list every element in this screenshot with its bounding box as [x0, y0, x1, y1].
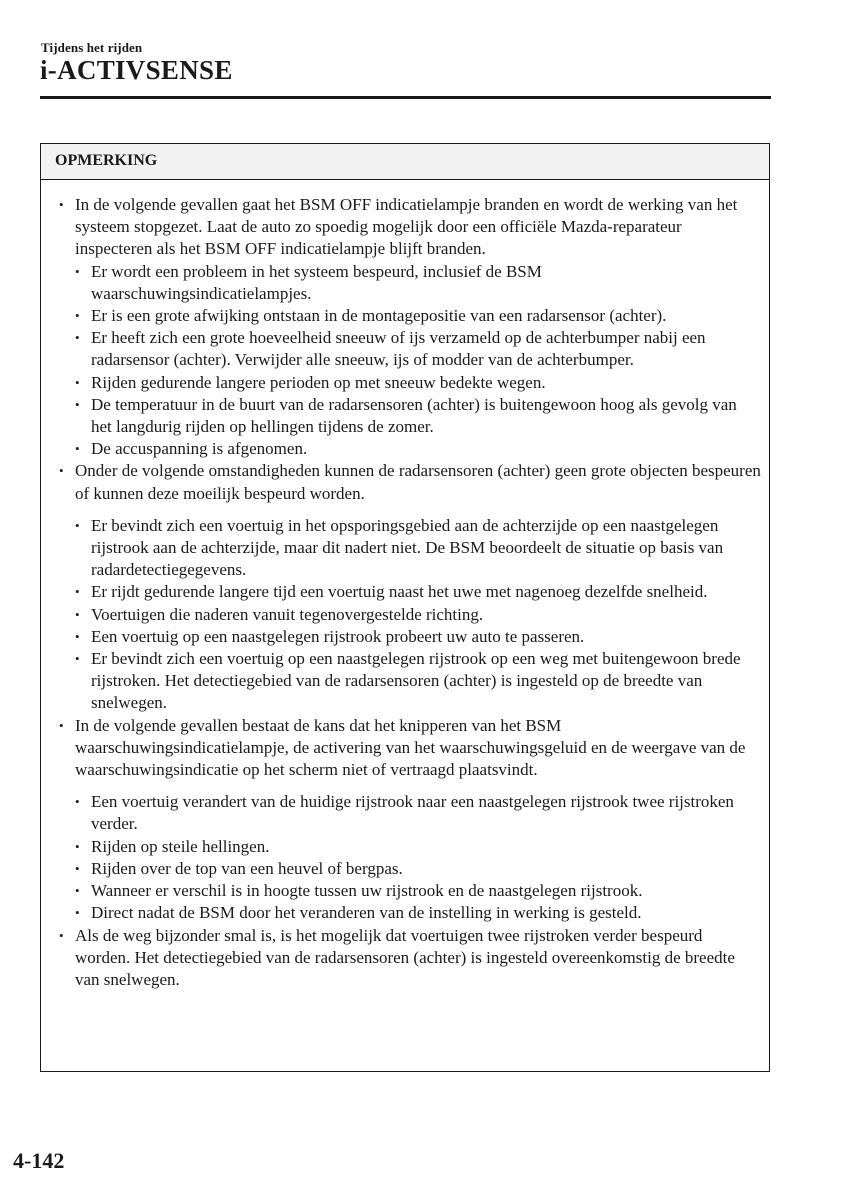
note-subitem: • Er rijdt gedurende langere tijd een voertuig naast het uwe met nagenoeg dezelfde snelheid. [75, 581, 761, 603]
note-subitem: • Er bevindt zich een voertuig in het opsporingsgebied aan de achterzijde op een naastgelegen rijstrook aan de achterzijde, maar dit nadert niet. De BSM beoordeelt de situatie op basis van radardetectiegegevens. [75, 515, 761, 582]
note-subitem: • Er is een grote afwijking ontstaan in de montagepositie van een radarsensor (achter). [75, 305, 761, 327]
note-subitem: • Rijden op steile hellingen. [75, 836, 761, 858]
note-sublist [75, 515, 761, 715]
note-box [40, 143, 770, 1072]
title-divider [40, 96, 771, 99]
note-sublist [75, 791, 761, 924]
note-subitem: • Rijden gedurende langere perioden op met sneeuw bedekte wegen. [75, 372, 761, 394]
note-heading: OPMERKING [41, 144, 769, 180]
note-item-text: In de volgende gevallen bestaat de kans dat het knipperen van het BSM waarschuwingsindicatielampje, de activering van het waarschuwingsgeluid en de weergave van de waarschuwingsindicatie op het scherm niet of vertraagd plaatsvindt. [75, 715, 746, 780]
note-item [41, 715, 761, 925]
note-sublist [75, 261, 761, 461]
note-subitem: • Voertuigen die naderen vanuit tegenovergestelde richting. [75, 604, 761, 626]
note-subitem: • Rijden over de top van een heuvel of bergpas. [75, 858, 761, 880]
note-subitem: • Direct nadat de BSM door het veranderen van de instelling in werking is gesteld. [75, 902, 761, 924]
note-subitem: • Er bevindt zich een voertuig op een naastgelegen rijstrook op een weg met buitengewoon brede rijstroken. Het detectiegebied van de radarsensoren (achter) is ingesteld op de breedte van snelwegen. [75, 648, 761, 715]
note-subitem: • De accuspanning is afgenomen. [75, 438, 761, 460]
note-subitem: • Er heeft zich een grote hoeveelheid sneeuw of ijs verzameld op de achterbumper nabij een radarsensor (achter). Verwijder alle sneeuw, ijs of modder van de achterbumper. [75, 327, 761, 371]
note-subitem: • Een voertuig verandert van de huidige rijstrook naar een naastgelegen rijstrook twee rijstroken verder. [75, 791, 761, 835]
page-title: i-ACTIVSENSE [40, 55, 233, 85]
note-subitem: • Een voertuig op een naastgelegen rijstrook probeert uw auto te passeren. [75, 626, 761, 648]
section-label: Tijdens het rijden [41, 40, 143, 55]
note-item-text: Als de weg bijzonder smal is, is het mogelijk dat voertuigen twee rijstroken verder bespeurd worden. Het detectiegebied van de radarsensoren (achter) is ingesteld overeenkomstig de breedte van snelwegen. [75, 925, 735, 989]
note-item [41, 194, 761, 460]
note-subitem: • Er wordt een probleem in het systeem bespeurd, inclusief de BSM waarschuwingsindicatielampjes. [75, 261, 761, 305]
note-list [41, 194, 761, 991]
note-item [41, 460, 761, 714]
note-subitem: • Wanneer er verschil is in hoogte tussen uw rijstrook en de naastgelegen rijstrook. [75, 880, 761, 902]
page-number: 4-142 [13, 1148, 65, 1173]
note-body [41, 180, 769, 991]
note-item-text: Onder de volgende omstandigheden kunnen de radarsensoren (achter) geen grote objecten bespeuren of kunnen deze moeilijk bespeurd worden. [75, 461, 761, 503]
note-subitem: • De temperatuur in de buurt van de radarsensoren (achter) is buitengewoon hoog als gevolg van het langdurig rijden op hellingen tijdens de zomer. [75, 394, 761, 438]
note-item [41, 925, 761, 992]
note-item-text: In de volgende gevallen gaat het BSM OFF indicatielampje branden en wordt de werking van het systeem stopgezet. Laat de auto zo spoedig mogelijk door een officiële Mazda-reparateur inspecteren als het BSM OFF indicatielampje blijft branden. [75, 195, 738, 259]
